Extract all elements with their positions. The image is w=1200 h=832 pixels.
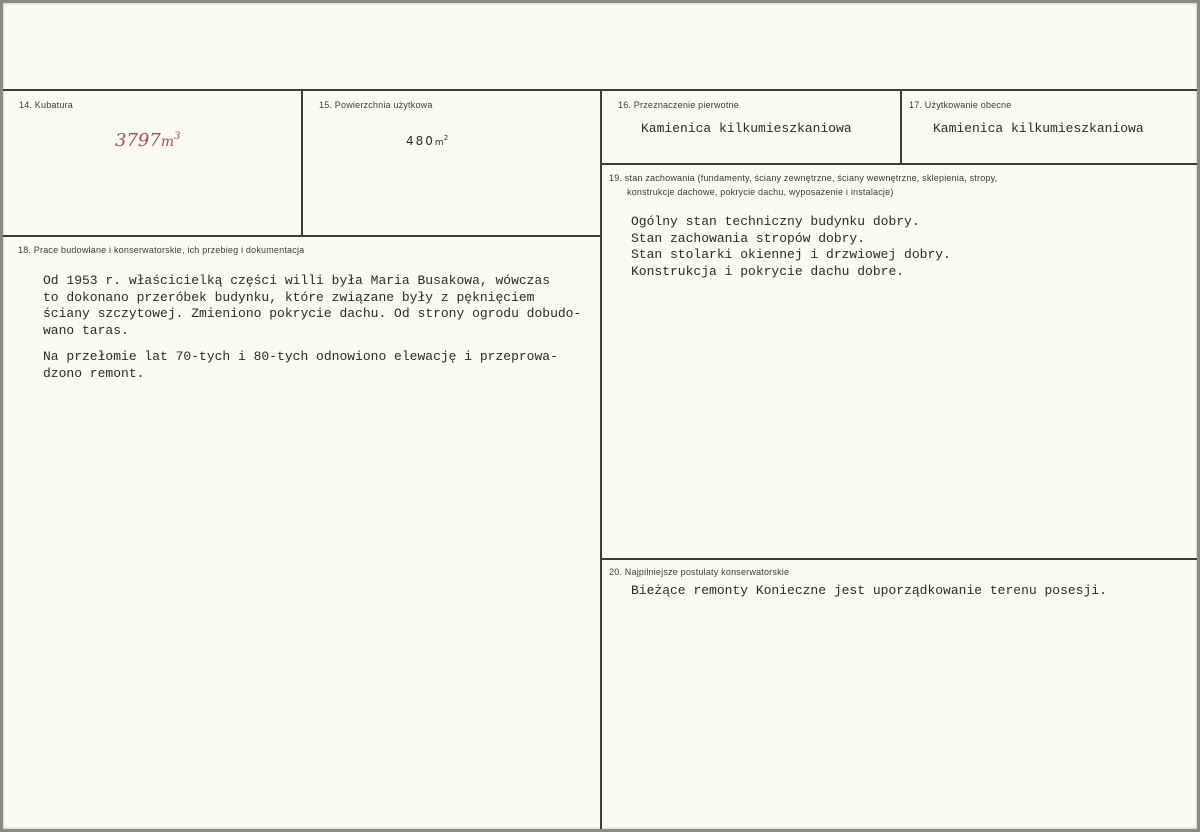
prace-line: to dokonano przeróbek budynku, które związane były z pęknięciem <box>43 289 535 305</box>
powierzchnia-value <box>406 134 448 148</box>
prace-label: 18. Prace budowlane i konserwatorskie, ich przebieg i dokumentacja <box>18 245 305 255</box>
przeznaczenie-value: Kamienica kilkumieszkaniowa <box>641 121 852 136</box>
uzytkowanie-label: 17. Użytkowanie obecne <box>909 100 1012 110</box>
uzytkowanie-value: Kamienica kilkumieszkaniowa <box>933 121 1144 136</box>
powierzchnia-unit-sup: 2 <box>443 134 449 142</box>
stan-label-line2: konstrukcje dachowe, pokrycie dachu, wyposażenie i instalacje) <box>627 187 894 197</box>
stan-line: Stan zachowania stropów dobry. <box>631 230 866 246</box>
postulaty-label: 20. Najpilniejsze postulaty konserwatorskie <box>609 567 790 577</box>
kubatura-label: 14. Kubatura <box>19 100 73 110</box>
divider-16-17 <box>900 91 902 163</box>
stan-line: Ogólny stan techniczny budynku dobry. <box>631 214 920 229</box>
stan-label-line1: 19. stan zachowania (fundamenty, ściany zewnętrzne, ściany wewnętrzne, sklepienia, stropy, <box>609 173 998 183</box>
stan-line: Stan stolarki okiennej i drzwiowej dobry. <box>631 247 951 262</box>
prace-line: ściany szczytowej. Zmieniono pokrycie dachu. Od strony ogrodu dobudo- <box>43 306 582 321</box>
kubatura-unit-sup: 3 <box>174 131 181 142</box>
divider-main <box>600 91 602 829</box>
rule-under-14-15 <box>3 235 601 237</box>
document-card <box>3 3 1197 829</box>
stan-line: Konstrukcja i pokrycie dachu dobre. <box>631 263 905 279</box>
rule-under-16-17 <box>601 163 1197 165</box>
kubatura-value <box>115 130 180 151</box>
prace-line: dzono remont. <box>43 365 145 381</box>
prace-line: Od 1953 r. właścicielką części willi była Maria Busakowa, wówczas <box>43 273 551 288</box>
prace-text-p1 <box>43 273 581 339</box>
prace-line: Na przełomie lat 70-tych i 80-tych odnowiono elewację i przeprowa- <box>43 349 558 364</box>
divider-14-15 <box>301 91 303 237</box>
rule-above-20 <box>601 558 1197 560</box>
kubatura-unit: m <box>160 134 175 150</box>
powierzchnia-unit: m <box>434 138 444 148</box>
stan-zachowania-label <box>609 171 997 199</box>
powierzchnia-label: 15. Powierzchnia użytkowa <box>319 100 433 110</box>
postulaty-value: Bieżące remonty Konieczne jest uporządkowanie terenu posesji. <box>631 583 1107 598</box>
kubatura-number: 3797 <box>115 130 161 151</box>
przeznaczenie-label: 16. Przeznaczenie pierwotne <box>618 100 739 110</box>
powierzchnia-number: 480 <box>406 134 435 148</box>
prace-line: wano taras. <box>43 322 129 338</box>
prace-text-p2 <box>43 349 558 382</box>
stan-zachowania-text <box>631 214 951 280</box>
